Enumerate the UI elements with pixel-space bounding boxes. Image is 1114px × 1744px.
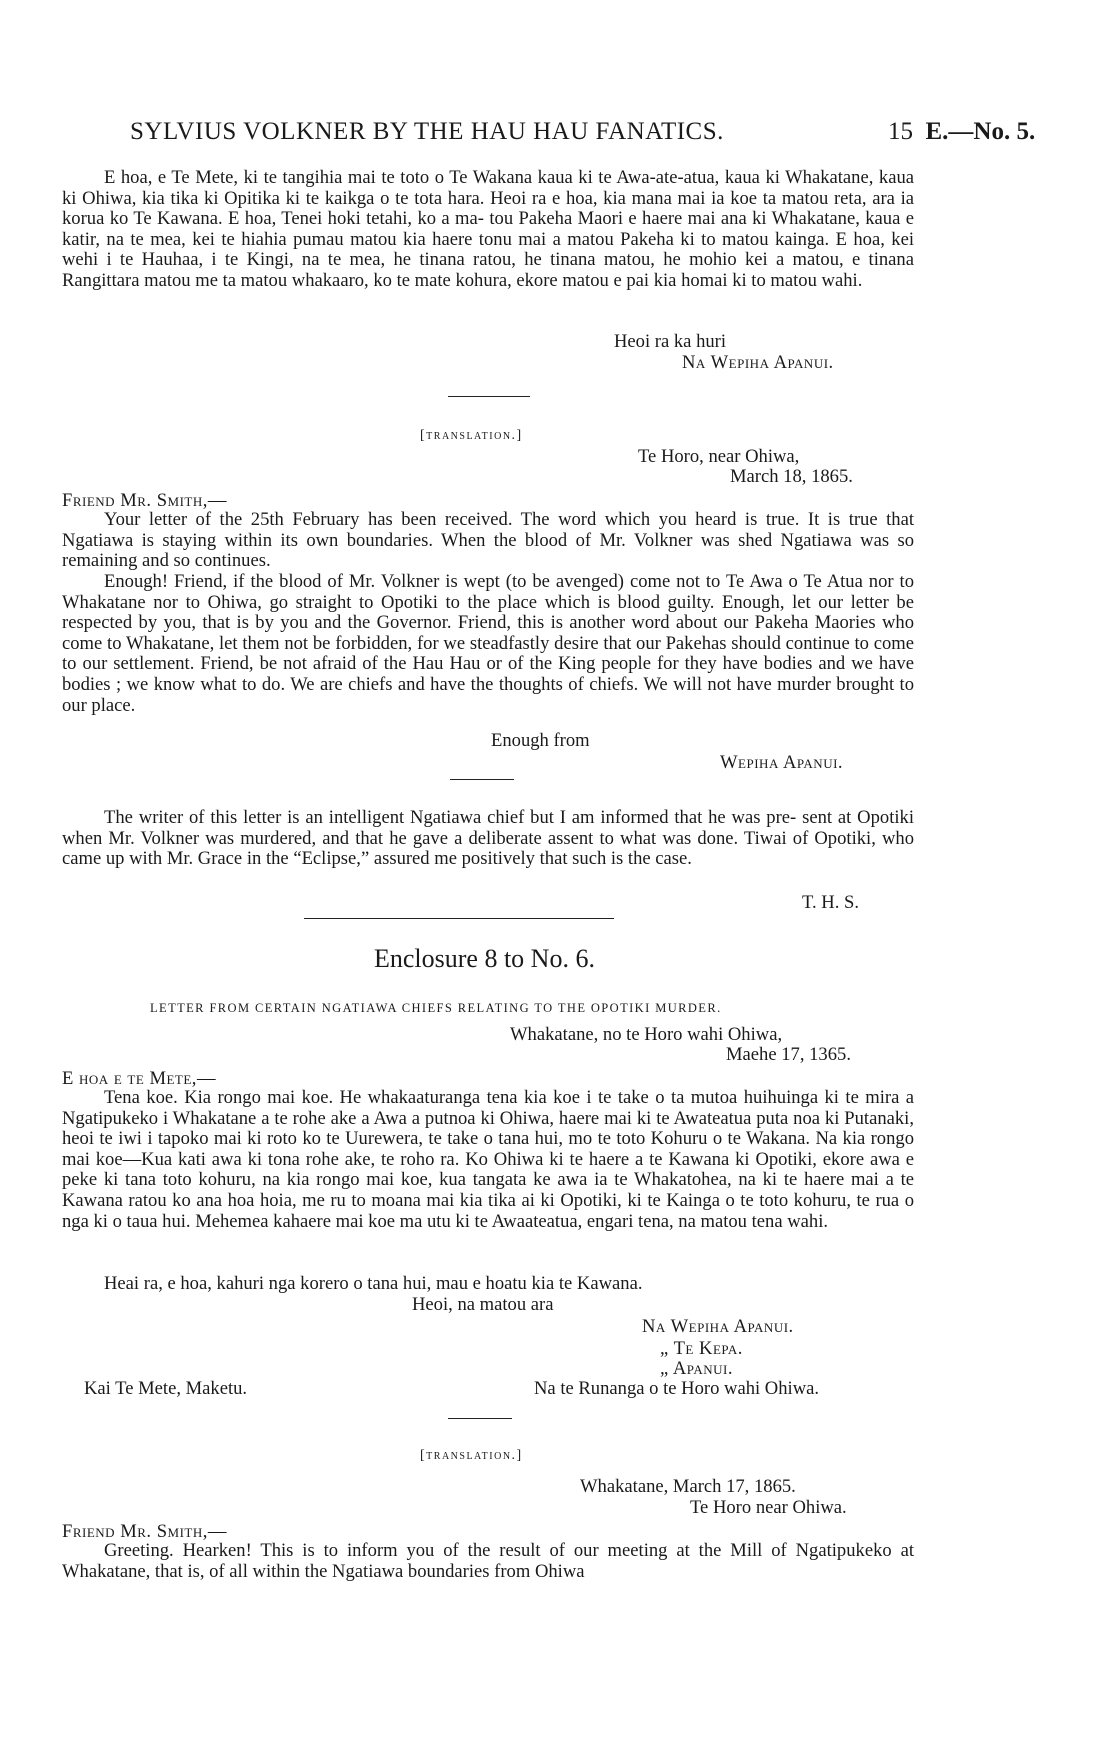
text-line: matou me ta matou whakaaro, ko te mate kohura, ekore matou e pai kia homai ki to matou xyxy=(144,269,817,291)
letter2-signature-3: „ Apanui. xyxy=(660,1358,733,1379)
letter2-closing: Heoi, na matou ara xyxy=(412,1294,554,1315)
text-line: be not afraid of the Hau Hau or of the King people for they have bodies and we have bodies ; we xyxy=(62,653,914,695)
text-line: Whakatane, kaua ki Ohiwa, kia tika ki Opitika ki te kaikga o te tota hara. Heoi ra e hoa, kia xyxy=(62,167,915,209)
letter2-signature-2: „ Te Kepa. xyxy=(660,1338,743,1359)
text-line: guilty. Enough, let our letter be respected by you, that is by you and the Governor. Friend, xyxy=(62,591,914,634)
letter-salutation: Friend Mr. Smith,— xyxy=(62,490,228,511)
text-line: It is true that Ngatiawa is staying within its own boundaries. When the blood of Mr. Volkner xyxy=(62,509,914,551)
text-line: rohe ake, te roho ra. Ko Ohiwa ki te haere a te Kawana ki Opotiki, ekore awa e peke ki tana xyxy=(62,1148,914,1191)
letter2-maori-body xyxy=(62,1088,914,1232)
letter2-signature-1: Na Wepiha Apanui. xyxy=(642,1316,794,1337)
text-line: o Te Atua nor to Whakatane nor to Ohiwa, go straight to Opotiki to the place which is blood xyxy=(62,571,914,613)
text-line: huihuinga ki te mira a Ngatipukeko i Whakatane a te rohe ake a Awa a putnoa ki Ohiwa, haere xyxy=(62,1087,914,1129)
text-line: The writer of this letter is an intelligent Ngatiawa chief but I am informed that he was pre- xyxy=(104,807,797,828)
letter-place-secondary: Te Horo near Ohiwa. xyxy=(690,1497,847,1518)
section-divider xyxy=(304,918,614,919)
text-line: mai ki te Awateatua puta noa ki Putanaki, heoi te iwi i tapoko mai ki roto ko te Uurewera, te xyxy=(62,1107,914,1150)
text-line: matou kia haere tonu mai a matou Pakeha ki to matou kainga. E hoa, kei wehi i te Hauhaa, i xyxy=(62,228,914,271)
letter-date: March 18, 1865. xyxy=(730,466,853,487)
text-line: was shed Ngatiawa was so remaining and so continues. xyxy=(62,529,915,572)
translation-label: [translation.] xyxy=(420,428,523,443)
letter-salutation: Friend Mr. Smith,— xyxy=(62,1521,228,1542)
text-line: Ngatipukeko at Whakatane, that is, of all within the Ngatiawa boundaries from Ohiwa xyxy=(62,1540,914,1582)
letter2-runanga: Na te Runanga o te Horo wahi Ohiwa. xyxy=(534,1378,820,1399)
page-header-title: SYLVIUS VOLKNER BY THE HAU HAU FANATICS. xyxy=(130,118,724,145)
text-line: tou Pakeha Maori e haere mai ana ki Whakatane, kaua e katir, na te mea, kei te hiahia pumau xyxy=(62,208,914,250)
text-line: Greeting. Hearken! This is to inform you of the result of our meeting at the Mill of xyxy=(104,1540,787,1561)
translation-label: [translation.] xyxy=(420,1448,523,1463)
text-line: tena, na matou tena wahi. xyxy=(638,1210,829,1232)
translation1-paragraph1 xyxy=(62,510,914,572)
section-divider xyxy=(450,779,514,780)
text-line: toto kohuru, na kia rongo mai koe, kua tangata ke awa ia te Whakatohea, na ki te haere mai a te xyxy=(162,1169,914,1191)
page-number: 15 xyxy=(888,118,913,145)
translation2-body xyxy=(62,1541,914,1582)
text-line: know what to do. We are chiefs and have the thoughts of chiefs. We will not have murder xyxy=(153,673,831,695)
letter-salutation: E hoa e te Mete,— xyxy=(62,1068,217,1089)
enclosure-title: Enclosure 8 to No. 6. xyxy=(374,944,595,973)
text-line: Heai ra, e hoa, kahuri nga korero o tana hui, mau e hoatu kia te Kawana. xyxy=(104,1273,643,1294)
letter-place: Te Horo, near Ohiwa, xyxy=(638,446,800,467)
text-line: te Kingi, na te mea, he tinana ratou, he tinana matou, he mohio kei a matou, e tinana Rangittara xyxy=(62,249,914,291)
text-line: Your letter of the 25th February has been received. The word which you heard is true. xyxy=(104,509,800,530)
text-line: take o tana hui, mo te toto Kohuru o te Wakana. Na kia rongo mai koe—Kua kati awa ki tona xyxy=(62,1128,914,1170)
translation1-closing: Enough from xyxy=(491,730,590,751)
letter1-maori-body xyxy=(62,168,914,292)
text-line: sent at Opotiki when Mr. Volkner was murdered, and that he gave a deliberate assent to what xyxy=(62,807,914,849)
text-line: for we steadfastly desire that our Pakehas should continue to come to our settlement. Friend, xyxy=(62,632,914,675)
text-line: kohuru, te rua o nga ki o taua hui. Mehemea kahaere mai koe ma utu ki te Awaateatua, engari xyxy=(62,1189,915,1232)
text-line: E hoa, e Te Mete, ki te tangihia mai te toto o Te Wakana kaua ki te Awa-ate-atua, kaua ki xyxy=(104,167,780,188)
text-line: brought to our place. xyxy=(62,673,914,716)
section-divider xyxy=(448,396,530,397)
letter-place: Whakatane, no te Horo wahi Ohiwa, xyxy=(510,1024,783,1045)
letter2-addressee: Kai Te Mete, Maketu. xyxy=(84,1378,248,1399)
text-line: was done. Tiwai of Opotiki, who came up with Mr. Grace in the “Eclipse,” assured me positively xyxy=(62,827,914,870)
text-line: Enough! Friend, if the blood of Mr. Volkner is wept (to be avenged) come not to Te Awa xyxy=(104,571,783,592)
section-divider xyxy=(448,1418,512,1419)
text-line: Tena koe. Kia rongo mai koe. He whakaaturanga tena kia koe i te take o ta mutoa xyxy=(104,1087,738,1108)
page-header-ref xyxy=(888,118,1035,146)
text-line: mana mai ia koe ta matou reta, ara ia korua ko Te Kawana. E hoa, Tenei hoki tetahi, ko a ma- xyxy=(62,187,914,230)
letter1-closing: Heoi ra ka huri xyxy=(614,331,727,352)
editor-note xyxy=(62,808,914,870)
letter2-maori-closing-para xyxy=(62,1274,914,1295)
text-line: that such is the case. xyxy=(539,848,692,870)
translation1-signature: Wepiha Apanui. xyxy=(720,752,844,773)
text-line: Kawana ratou ko ana hoa hoia, me ru to moana mai kia tika ai ki Opotiki, ki te Kainga o te toto xyxy=(62,1189,789,1211)
text-line: this is another word about our Pakeha Maories who come to Whakatane, let them not be forbidden, xyxy=(62,612,914,654)
letter1-signature: Na Wepiha Apanui. xyxy=(682,352,834,373)
letter-place: Whakatane, March 17, 1865. xyxy=(580,1476,796,1497)
enclosure-subtitle: LETTER FROM CERTAIN NGATIAWA CHIEFS RELATING TO THE OPOTIKI MURDER. xyxy=(150,1001,722,1015)
note-initials: T. H. S. xyxy=(802,892,859,913)
document-reference: E.—No. 5. xyxy=(925,118,1036,145)
text-line: wahi. xyxy=(821,269,863,291)
translation1-paragraph2 xyxy=(62,572,914,716)
letter-date: Maehe 17, 1365. xyxy=(726,1044,851,1065)
